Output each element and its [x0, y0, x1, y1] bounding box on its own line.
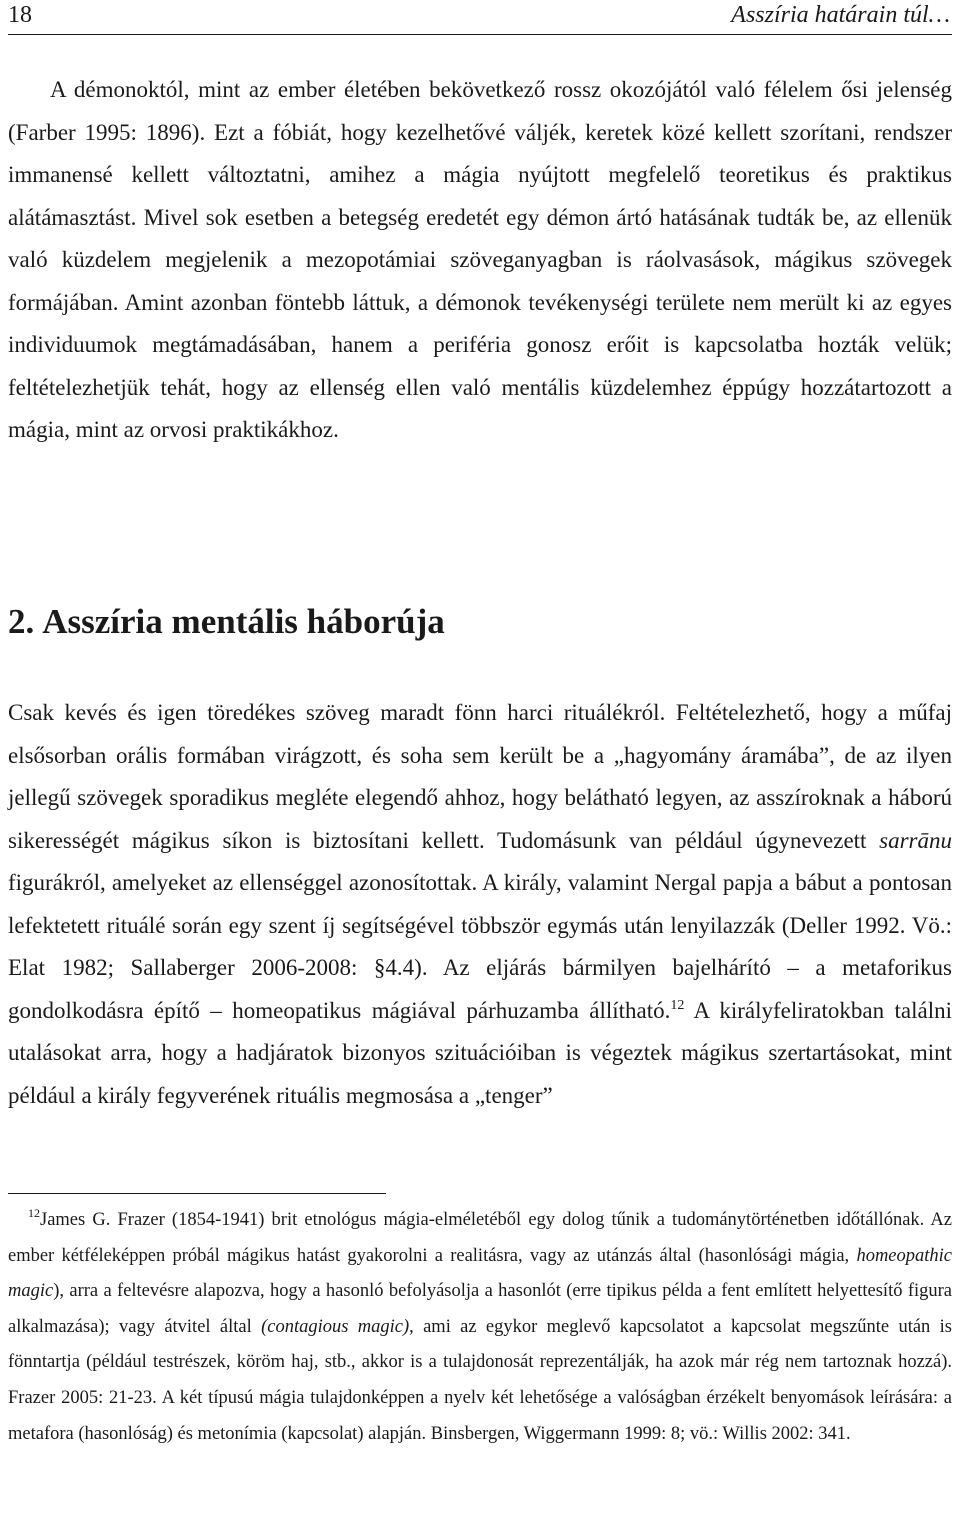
body-paragraph-2 — [8, 692, 952, 1117]
italic-term: (contagious magic) — [261, 1316, 410, 1337]
footnote-rule — [8, 1193, 386, 1194]
section-number: 2. — [8, 602, 35, 641]
paragraph-text: A démonoktól, mint az ember életében bekövetkező rossz okozójától való félelem ősi jelenség (Farber 1995: 1896). Ezt a fóbiát, hogy kezelhetővé váljék, keretek közé kellett szorítani, rendszer immanensé kellett változtatni, amihez a mágia nyújtott megfelelő teoretikus és praktikus alátámasztást. Mivel sok esetben a betegség eredetét egy démon ártó hatásának tudták be, az ellenük való küzdelem megjelenik a mezopotámiai szöveganyagban is ráolvasások, mágikus szövegek formájában. Amint azonban föntebb láttuk, a démonok tevékenységi területe nem merült ki az egyes individuumok megtámadásában, hanem a periféria gonosz erőit is kapcsolatba hozták velük; feltételezhetjük tehát, hogy az ellenség ellen való mentális küzdelemhez éppúgy hozzátartozott a mágia, mint az orvosi praktikákhoz. — [8, 77, 952, 442]
page-number: 18 — [8, 2, 32, 28]
paragraph-text: A királyfeliratokban találni utalásokat arra, hogy a hadjáratok bizonyos szituációiban is végeztek mágikus szertartásokat, mint például a király fegyverének rituális megmosása a „tenger” — [8, 997, 952, 1108]
paragraph-text: Csak kevés és igen töredékes szöveg maradt fönn harci rituálékról. Feltételezhető, hogy a műfaj elsősorban orális formában virágzott, és soha sem került be a „hagyomány áramába”, de az ilyen jellegű szövegek sporadikus megléte elegendő ahhoz, hogy belátható legyen, az asszíroknak a háború sikerességét mágikus síkon is biztosítani kellett. Tudomásunk van például úgynevezett — [8, 700, 952, 853]
running-title: Asszíria határain túl… — [731, 2, 950, 28]
paragraph-text: figurákról, amelyeket az ellenséggel azonosítottak. A király, valamint Nergal papja a bábut a pontosan lefektetett rituálé során egy szent íj segítségével többször egymás után lenyilazzák (Deller 1992. Vö.: Elat 1982; Sallaberger 2006-2008: §4.4). Az eljárás bármilyen bajelhárító – a metaforikus gondolkodásra építő – homeopatikus mágiával párhuzamba állítható. — [8, 870, 952, 1023]
italic-term: sarrānu — [879, 827, 952, 853]
footnote-marker: 12 — [28, 1206, 40, 1220]
running-header — [8, 0, 952, 35]
footnote-text: ), arra a feltevésre alapozva, hogy a hasonló befolyásolja a hasonlót (erre tipikus példa a fent említett helyettesítő figura alkalmazása); vagy átvitel által — [8, 1281, 952, 1337]
footnote-12 — [8, 1203, 952, 1452]
footnote-text: James G. Frazer (1854-1941) brit etnológus mágia-elméletéből egy dolog tűnik a tudománytörténetben időtállónak. Az ember kétféleképpen próbál mágikus hatást gyakorolni a realitásra, vagy az utánzás által (hasonlósági mágia, — [8, 1210, 952, 1266]
body-paragraph-1 — [8, 69, 952, 452]
section-title: Asszíria mentális háborúja — [42, 602, 445, 641]
section-heading — [8, 600, 445, 644]
footnote-reference: 12 — [670, 997, 685, 1013]
italic-term: homeopathic magic — [8, 1245, 952, 1302]
footnote-text: , ami az egykor meglevő kapcsolatot a kapcsolat megszűnte után is fönntartja (például testrészek, köröm haj, stb., akkor is a tulajdonosát reprezentálják, ha azok már rég nem tartoznak hozzá). Frazer 2005: 21-23. A két típusú mágia tulajdonképpen a nyelv két lehetősége a valóságban érzékelt benyomások leírására: a metafora (hasonlóság) és metonímia (kapcsolat) alapján. Binsbergen, Wiggermann 1999: 8; vö.: Willis 2002: 341. — [8, 1316, 952, 1444]
